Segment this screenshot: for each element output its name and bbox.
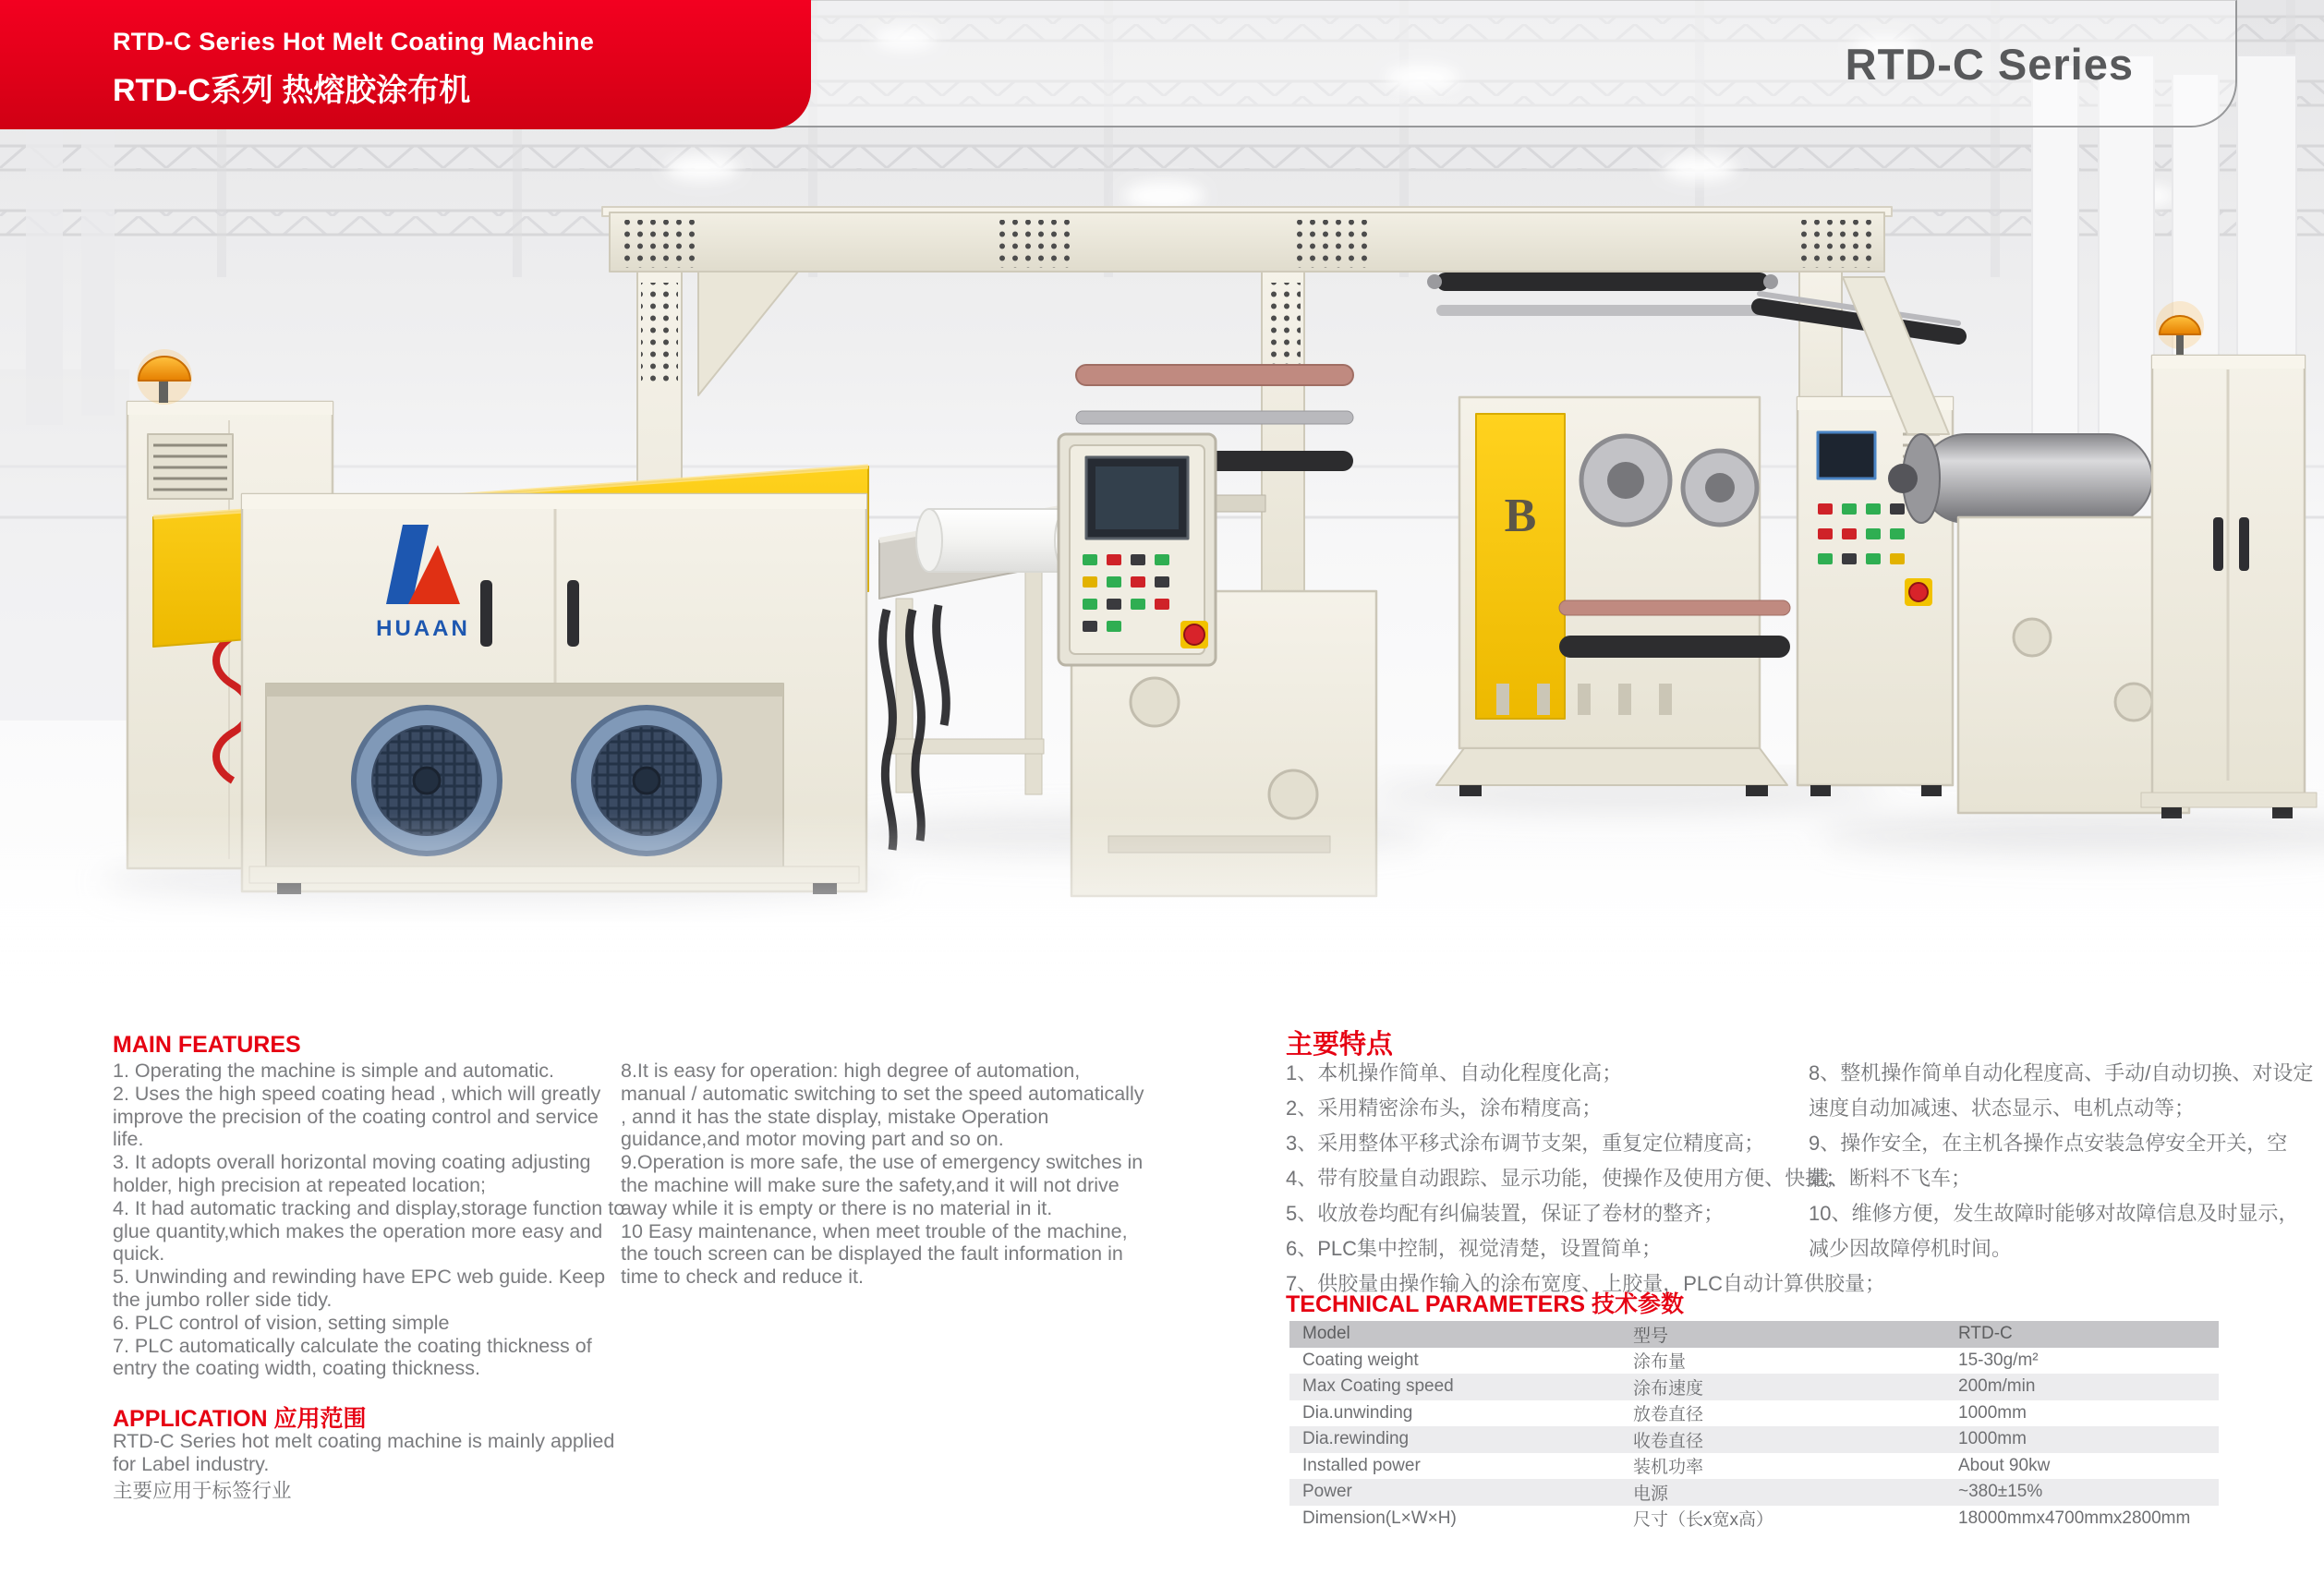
table-row [1289,1400,2219,1427]
feature-item-cn: 8、整机操作简单自动化程度高、手动/自动切换、对设定速度自动加减速、状态显示、电机点动等； [1809,1061,2314,1120]
table-cell: 200m/min [1958,1376,2036,1397]
feature-item: 6. PLC control of vision, setting simple [113,1311,450,1334]
table-cell: 尺寸（长x宽x高） [1633,1510,1774,1531]
technical-parameters-table [1289,1321,2219,1532]
header-red-banner [0,0,811,129]
huaan-logo-text: HUAAN [376,616,470,641]
table-row [1289,1374,2219,1400]
application-heading: APPLICATION 应用范围 [113,1406,367,1432]
table-cell: Dimension(L×W×H) [1302,1508,1457,1528]
emergency-stop-button [1909,583,1928,601]
door-handle [2213,517,2223,571]
table-cell: 15-30g/m² [1958,1350,2039,1370]
yellow-panel [1476,414,1565,719]
table-row [1289,1321,2219,1348]
feature-item-cn: 5、收放卷均配有纠偏装置，保证了卷材的整齐； [1286,1202,1725,1225]
feature-item-cn: 1、本机操作简单、自动化程度化高； [1286,1061,1623,1084]
feature-item-cn: 7、供胶量由操作输入的涂布宽度、上胶量，PLC自动计算供胶量； [1286,1272,1886,1295]
paper-roll [916,509,1081,572]
table-cell: 涂布速度 [1633,1378,1704,1399]
feature-item-cn: 3、采用整体平移式涂布调节支架，重复定位精度高； [1286,1132,1765,1155]
door-handle [567,580,579,647]
series-badge: RTD-C Series [1845,39,2134,89]
feature-item-cn: 6、PLC集中控制，视觉清楚，设置简单； [1286,1237,1663,1260]
feature-item: 4. It had automatic tracking and display,storage function to glue quantity,which makes the operation more easy and quick. [113,1196,625,1266]
feature-item: 1. Operating the machine is simple and automatic. [113,1060,555,1082]
page-title-cn: RTD-C系列 热熔胶涂布机 [113,73,471,108]
feature-item-cn: 2、采用精密涂布头，涂布精度高； [1286,1096,1603,1120]
feature-item: 7. PLC automatically calculate the coating thickness of entry the coating width, coating thickness. [113,1334,592,1380]
main-features-column-2 [621,1060,1145,1289]
table-cell: 收卷直径 [1633,1431,1704,1451]
door-handle [480,580,492,647]
table-cell: RTD-C [1958,1324,2013,1344]
feature-item: 8.It is easy for operation: high degree of automation, manual / automatic switching to set the speed automatically , annd it has the state display, mistake Operation guidance,and motor moving part and so on. [621,1060,1144,1151]
table-cell: Model [1302,1324,1350,1344]
table-cell: 1000mm [1958,1429,2027,1449]
table-cell: 1000mm [1958,1402,2027,1423]
application-text-cn: 主要应用于标签行业 [113,1480,292,1502]
feature-item: 9.Operation is more safe, the use of emergency switches in the machine will make sure the safety,and it will not drive away while it is empty or there is no material in it. [621,1151,1144,1219]
right-cabinet [2152,301,2305,794]
table-cell: Power [1302,1482,1352,1502]
table-cell: Installed power [1302,1455,1421,1475]
table-row [1289,1453,2219,1480]
feature-item: 3. It adopts overall horizontal moving coating adjusting holder, high precision at repeated location; [113,1151,591,1196]
technical-parameters-heading: TECHNICAL PARAMETERS 技术参数 [1286,1291,1685,1317]
main-features-heading: MAIN FEATURES [113,1032,301,1058]
feature-item: 10 Easy maintenance, when meet trouble of the machine, the touch screen can be displayed the fault information in time to check and reduce it. [621,1219,1128,1289]
features-cn-heading: 主要特点 [1286,1030,1394,1060]
door-handle [2239,517,2249,571]
table-row [1289,1506,2219,1532]
application-body [113,1430,635,1507]
table-cell: 电源 [1633,1484,1669,1504]
table-cell: 型号 [1633,1326,1669,1346]
table-cell: 18000mmx4700mmx2800mm [1958,1508,2191,1528]
table-row [1289,1348,2219,1375]
feature-item: 2. Uses the high speed coating head , which will greatly improve the precision of the coating control and service life. [113,1082,601,1151]
features-cn-column-2 [1809,1056,2317,1266]
emergency-stop-button [1184,624,1204,645]
table-cell: 涂布量 [1633,1352,1687,1373]
rewind-roller [1888,434,2152,523]
table-cell: About 90kw [1958,1455,2051,1475]
b-marking: B [1504,490,1537,542]
page-title-en: RTD-C Series Hot Melt Coating Machine [113,28,595,55]
application-text-en: RTD-C Series hot melt coating machine is mainly applied for Label industry. [113,1430,615,1475]
main-features-column-1 [113,1060,628,1380]
feature-item-cn: 9、操作安全，在主机各操作点安装急停安全开关，空载、断料不飞车； [1809,1132,2288,1190]
feature-item-cn: 10、维修方便，发生故障时能够对故障信息及时显示，减少因故障停机时间。 [1809,1202,2299,1260]
table-row [1289,1479,2219,1506]
table-cell: 装机功率 [1633,1458,1704,1478]
table-cell: ~380±15% [1958,1482,2043,1502]
table-cell: Coating weight [1302,1350,1419,1370]
table-cell: Dia.unwinding [1302,1402,1413,1423]
photo-fade [0,813,2324,983]
table-cell: Max Coating speed [1302,1376,1454,1397]
beacon-light [137,349,192,405]
table-cell: Dia.rewinding [1302,1429,1410,1449]
plc-screen [1818,432,1875,479]
feature-item: 5. Unwinding and rewinding have EPC web guide. Keep the jumbo roller side tidy. [113,1266,606,1311]
table-row [1289,1426,2219,1453]
feature-item-cn: 4、带有胶量自动跟踪、显示功能，使操作及使用方便、快捷； [1286,1167,1846,1190]
table-cell: 放卷直径 [1633,1405,1704,1425]
